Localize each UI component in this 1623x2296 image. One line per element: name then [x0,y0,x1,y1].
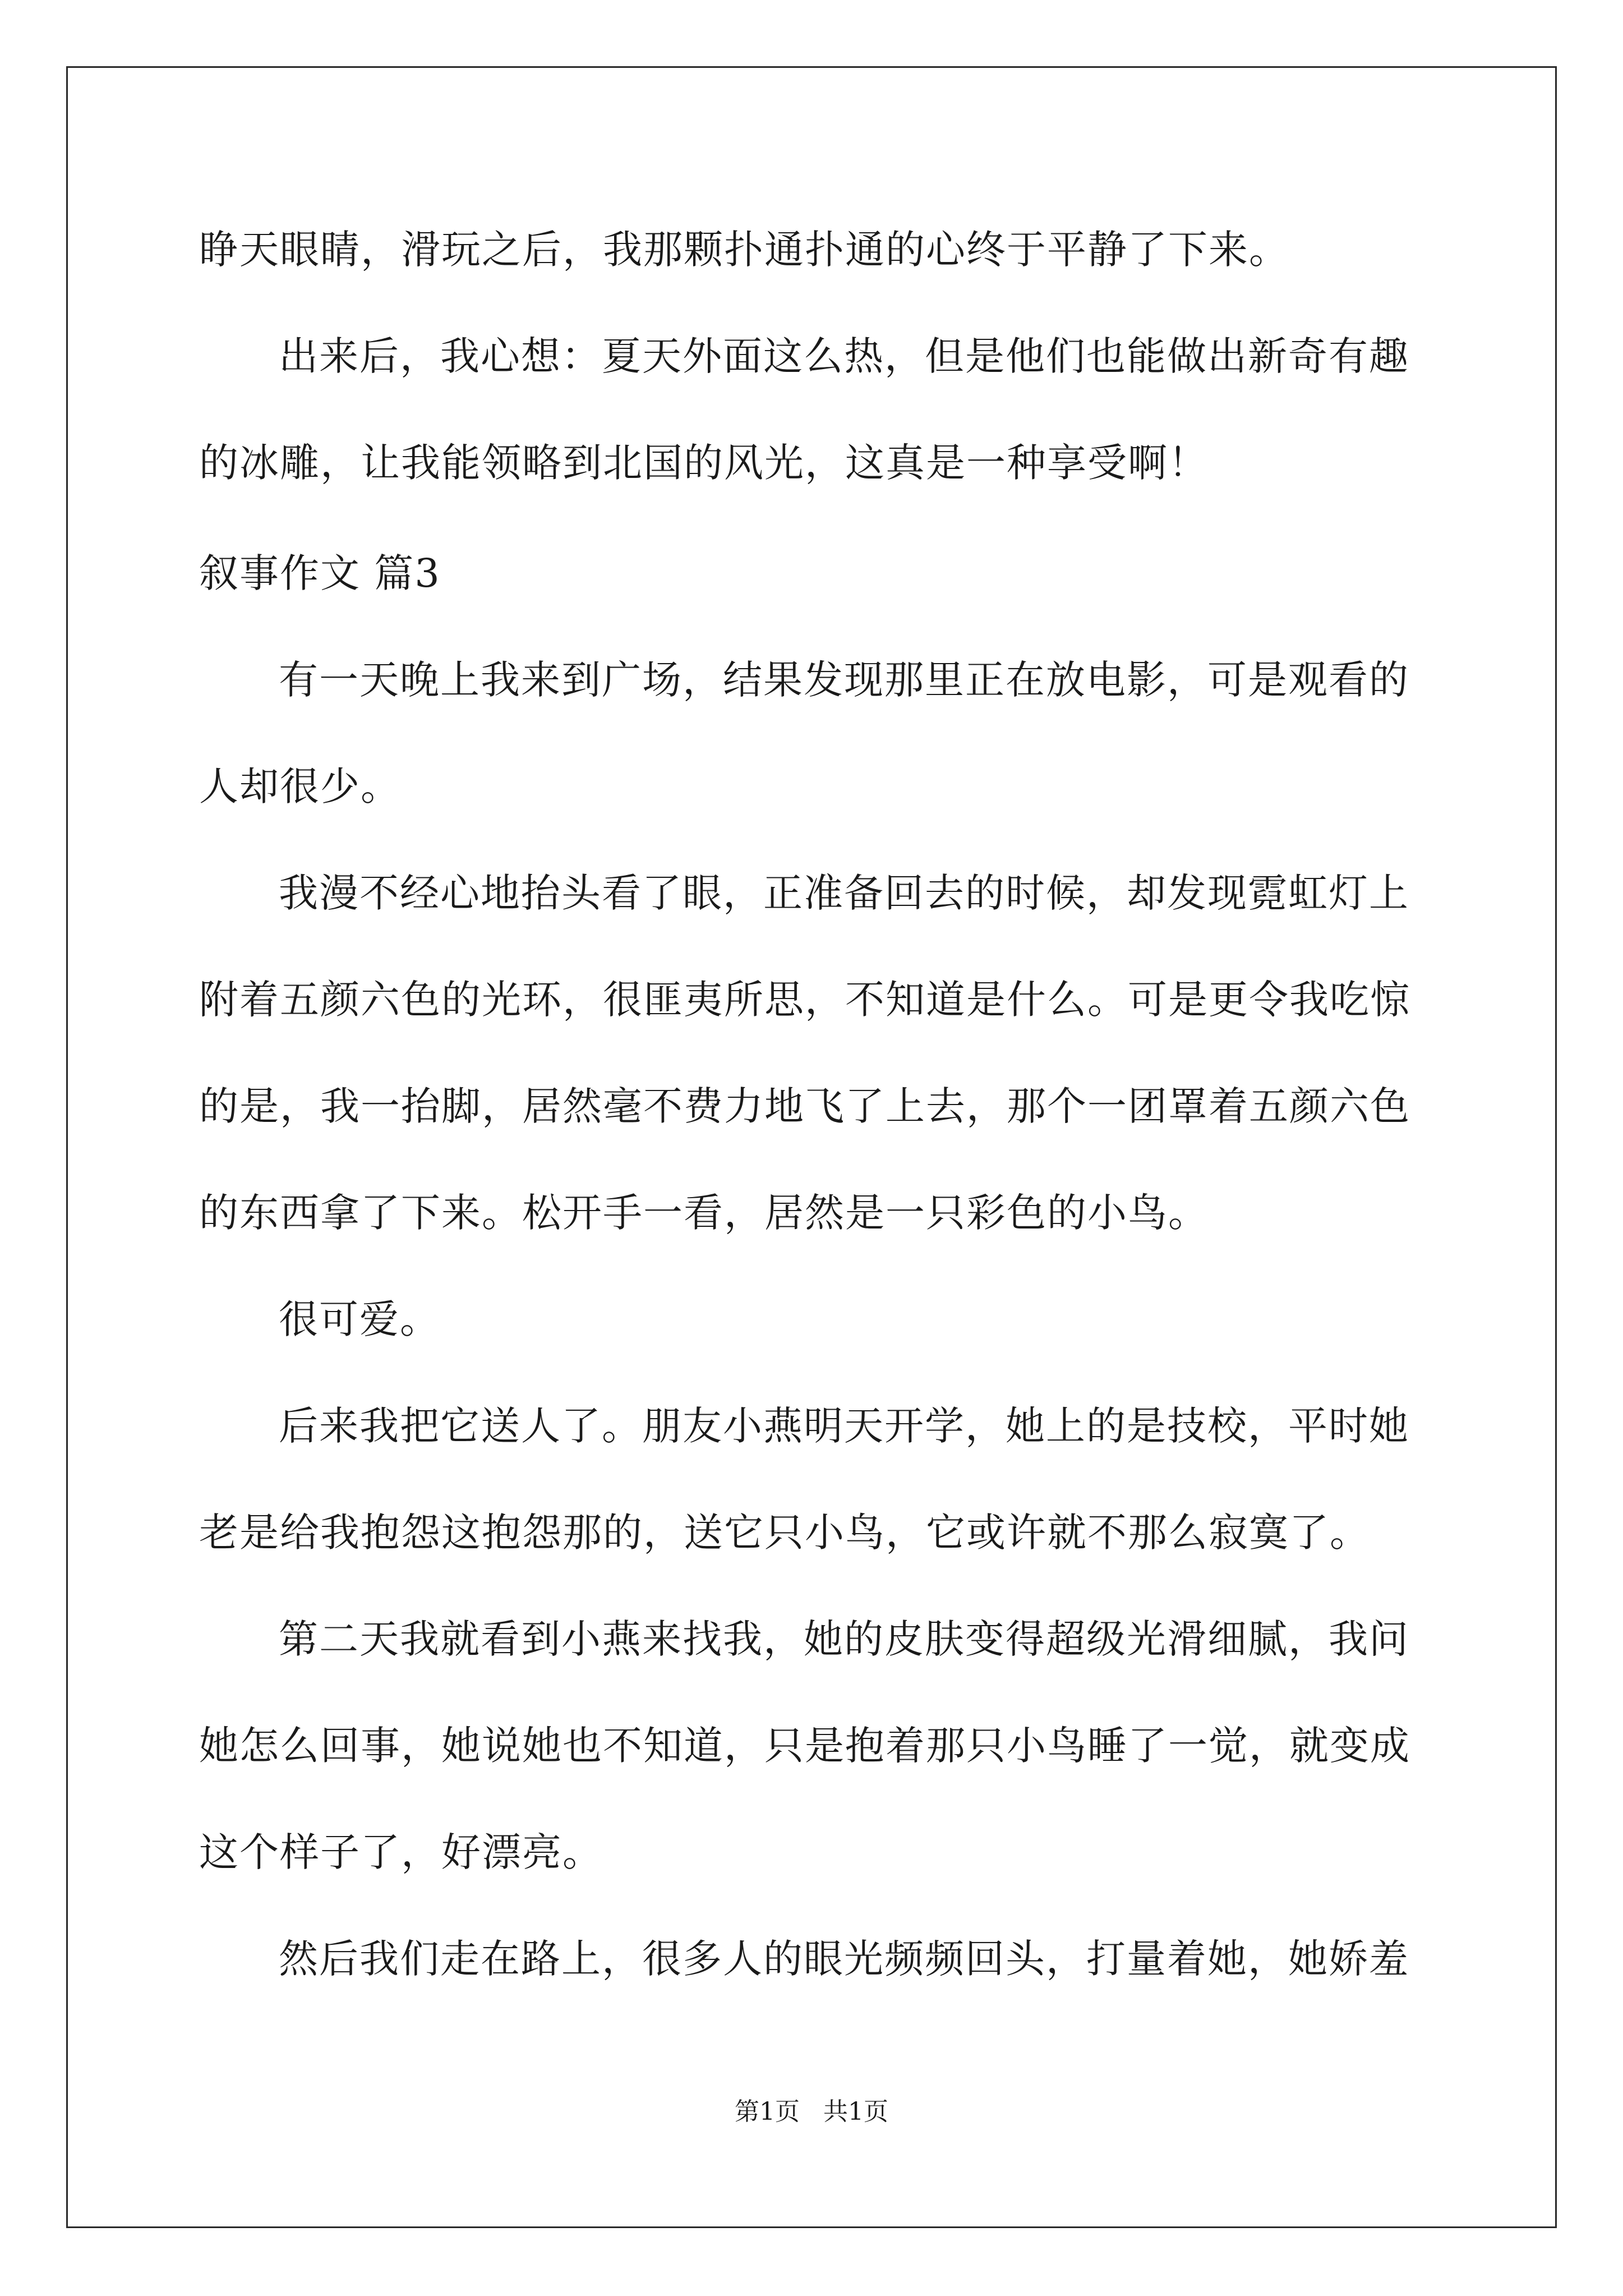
text-line: 附着五颜六色的光环，很匪夷所思，不知道是什么。可是更令我吃惊 [199,977,1410,1023]
section-heading: 叙事作文 篇3 [199,550,441,596]
text-line: 老是给我抱怨这抱怨那的，送它只小鸟，它或许就不那么寂寞了。 [199,1510,1370,1556]
text-line: 出来后，我心想：夏天外面这么热，但是他们也能做出新奇有趣 [279,333,1409,379]
text-line: 然后我们走在路上，很多人的眼光频频回头，打量着她，她娇羞 [279,1936,1409,1982]
text-line: 她怎么回事，她说她也不知道，只是抱着那只小鸟睡了一觉，就变成 [199,1723,1410,1769]
text-line: 的是，我一抬脚，居然毫不费力地飞了上去，那个一团罩着五颜六色 [199,1083,1410,1129]
text-line: 很可爱。 [279,1296,440,1342]
text-line: 后来我把它送人了。朋友小燕明天开学，她上的是技校，平时她 [279,1403,1409,1449]
text-line: 这个样子了，好漂亮。 [199,1829,603,1875]
page-border [66,66,1557,2228]
text-line: 睁天眼睛，滑玩之后，我那颗扑通扑通的心终于平静了下来。 [199,227,1289,273]
text-line: 的冰雕，让我能领略到北国的风光，这真是一种享受啊！ [199,440,1209,486]
text-line: 我漫不经心地抬头看了眼，正准备回去的时候，却发现霓虹灯上 [279,870,1409,916]
text-line: 人却很少。 [199,763,401,809]
text-line: 第二天我就看到小燕来找我，她的皮肤变得超级光滑细腻，我问 [279,1616,1409,1662]
page-footer: 第1页 共1页 [735,2097,888,2126]
text-line: 有一天晚上我来到广场，结果发现那里正在放电影，可是观看的 [279,657,1409,703]
text-line: 的东西拿了下来。松开手一看，居然是一只彩色的小鸟。 [199,1190,1209,1236]
